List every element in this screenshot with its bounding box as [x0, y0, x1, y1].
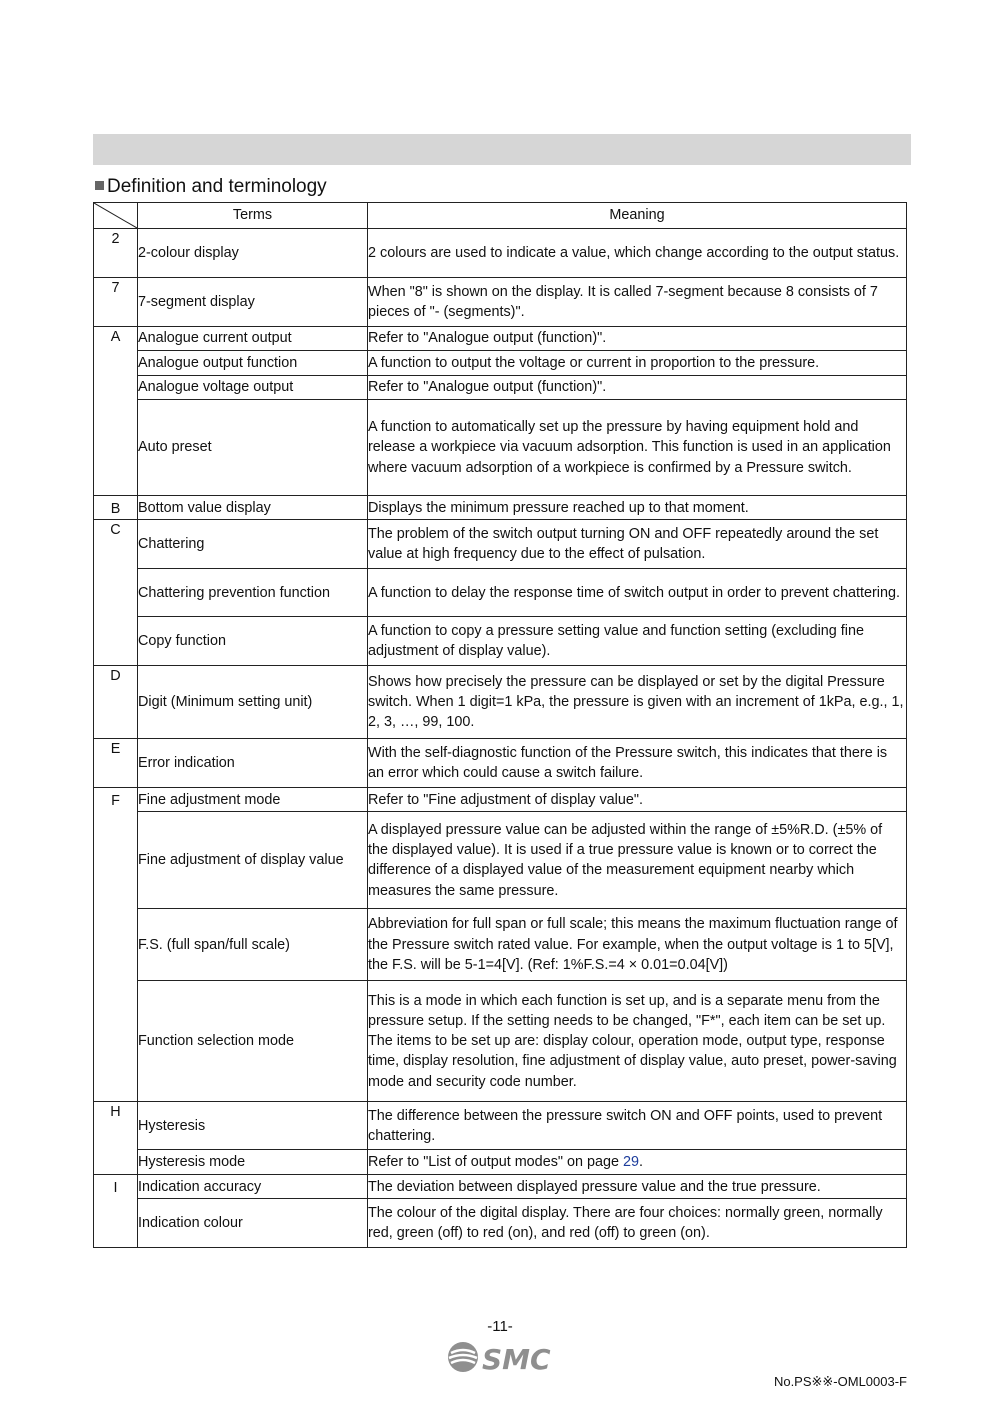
logo-text: SMC [482, 1343, 551, 1374]
meaning-cell: The colour of the digital display. There are four choices: normally green, normally red, green (off) to red (on), and red (off) to green (on). [368, 1199, 907, 1248]
term-cell: Analogue current output [138, 327, 368, 351]
meaning-cell: A function to copy a pressure setting value and function setting (excluding fine adjustment of display value). [368, 617, 907, 666]
table-row [94, 812, 907, 909]
index-letter: F [94, 788, 138, 1102]
meaning-cell: The problem of the switch output turning ON and OFF repeatedly around the set value at high frequency due to the effect of pulsation. [368, 520, 907, 569]
meaning-cell: Refer to "Analogue output (function)". [368, 376, 907, 400]
table-row [94, 496, 907, 520]
corner-cell [94, 203, 138, 229]
term-cell: Hysteresis mode [138, 1150, 368, 1175]
table-row [94, 327, 907, 351]
table-row [94, 1102, 907, 1150]
meaning-cell: Displays the minimum pressure reached up to that moment. [368, 496, 907, 520]
term-cell: Auto preset [138, 400, 368, 496]
meaning-cell [368, 1150, 907, 1175]
term-cell: F.S. (full span/full scale) [138, 909, 368, 981]
term-cell: Indication accuracy [138, 1175, 368, 1199]
table-row [94, 909, 907, 981]
table-row [94, 1199, 907, 1248]
meaning-cell: Shows how precisely the pressure can be displayed or set by the digital Pressure switch. When 1 digit=1 kPa, the pressure is given with an increment of 1kPa, e.g., 1, 2, 3, …, 99, 100. [368, 666, 907, 739]
meaning-text: Refer to "List of output modes" on page [368, 1154, 624, 1171]
meaning-cell: A displayed pressure value can be adjusted within the range of ±5%R.D. (±5% of the displayed value). It is used if a true pressure value is known or to correct the difference of a displayed value of the measurement equipment nearby which measures the same pressure. [368, 812, 907, 909]
meaning-cell: The difference between the pressure switch ON and OFF points, used to prevent chattering. [368, 1102, 907, 1150]
term-cell: 7-segment display [138, 278, 368, 327]
index-letter: D [94, 666, 138, 739]
term-cell: Chattering prevention function [138, 569, 368, 617]
section-heading [95, 176, 327, 198]
index-letter: 7 [94, 278, 138, 327]
meaning-cell: A function to automatically set up the pressure by having equipment hold and release a workpiece via vacuum adsorption. This function is used in an application where vacuum adsorption of a workpiece is confirmed by a Pressure switch. [368, 400, 907, 496]
index-letter: B [94, 496, 138, 520]
index-letter: I [94, 1175, 138, 1248]
table-row [94, 278, 907, 327]
term-cell: Fine adjustment of display value [138, 812, 368, 909]
table-row [94, 981, 907, 1102]
meaning-cell: Refer to "Fine adjustment of display value". [368, 788, 907, 812]
table-row [94, 400, 907, 496]
header-band [93, 134, 911, 165]
term-cell: Hysteresis [138, 1102, 368, 1150]
terminology-table [93, 202, 907, 1248]
meaning-cell: A function to output the voltage or current in proportion to the pressure. [368, 351, 907, 376]
table-row [94, 666, 907, 739]
page-number: -11- [487, 1318, 513, 1335]
meaning-cell: A function to delay the response time of switch output in order to prevent chattering. [368, 569, 907, 617]
term-cell: Bottom value display [138, 496, 368, 520]
meaning-cell: This is a mode in which each function is set up, and is a separate menu from the pressure setup. If the setting needs to be changed, "F*", each item can be set up. The items to be set up are: display colour, operation mode, output type, response time, display resolution, fine adjustment of display value, auto preset, power-saving mode and security code number. [368, 981, 907, 1102]
term-cell: Analogue output function [138, 351, 368, 376]
table-header-row [94, 203, 907, 229]
table-row [94, 617, 907, 666]
index-letter: H [94, 1102, 138, 1175]
term-cell: Error indication [138, 739, 368, 788]
meaning-suffix: . [639, 1154, 644, 1171]
term-cell: Digit (Minimum setting unit) [138, 666, 368, 739]
index-letter: 2 [94, 229, 138, 278]
meaning-header: Meaning [368, 203, 907, 229]
smc-logo [446, 1340, 558, 1374]
table-row [94, 1175, 907, 1199]
table-row [94, 520, 907, 569]
index-letter: C [94, 520, 138, 666]
document-number: No.PS※※-OML0003-F [773, 1374, 907, 1389]
term-cell: Fine adjustment mode [138, 788, 368, 812]
table-row [94, 229, 907, 278]
meaning-cell: Abbreviation for full span or full scale; this means the maximum fluctuation range of the Pressure switch rated value. For example, when the output voltage is 1 to 5[V], the F.S. will be 5-1=4[V]. (Ref: 1%F.S.=4 × 0.01=0.04[V]) [368, 909, 907, 981]
table-row [94, 569, 907, 617]
terms-header: Terms [138, 203, 368, 229]
table-row [94, 376, 907, 400]
square-bullet-icon [95, 181, 104, 190]
meaning-cell: When "8" is shown on the display. It is called 7-segment because 8 consists of 7 pieces of "- (segments)". [368, 278, 907, 327]
term-cell: 2-colour display [138, 229, 368, 278]
table-row [94, 351, 907, 376]
meaning-cell: With the self-diagnostic function of the Pressure switch, this indicates that there is an error which could cause a switch failure. [368, 739, 907, 788]
meaning-cell: Refer to "Analogue output (function)". [368, 327, 907, 351]
table-row [94, 788, 907, 812]
table-row [94, 739, 907, 788]
index-letter: A [94, 327, 138, 496]
term-cell: Copy function [138, 617, 368, 666]
section-heading-text: Definition and terminology [107, 176, 327, 197]
term-cell: Chattering [138, 520, 368, 569]
meaning-cell: 2 colours are used to indicate a value, which change according to the output status. [368, 229, 907, 278]
term-cell: Indication colour [138, 1199, 368, 1248]
table-row [94, 1150, 907, 1175]
page-link[interactable]: 29 [623, 1154, 640, 1171]
term-cell: Analogue voltage output [138, 376, 368, 400]
index-letter: E [94, 739, 138, 788]
term-cell: Function selection mode [138, 981, 368, 1102]
meaning-cell: The deviation between displayed pressure value and the true pressure. [368, 1175, 907, 1199]
